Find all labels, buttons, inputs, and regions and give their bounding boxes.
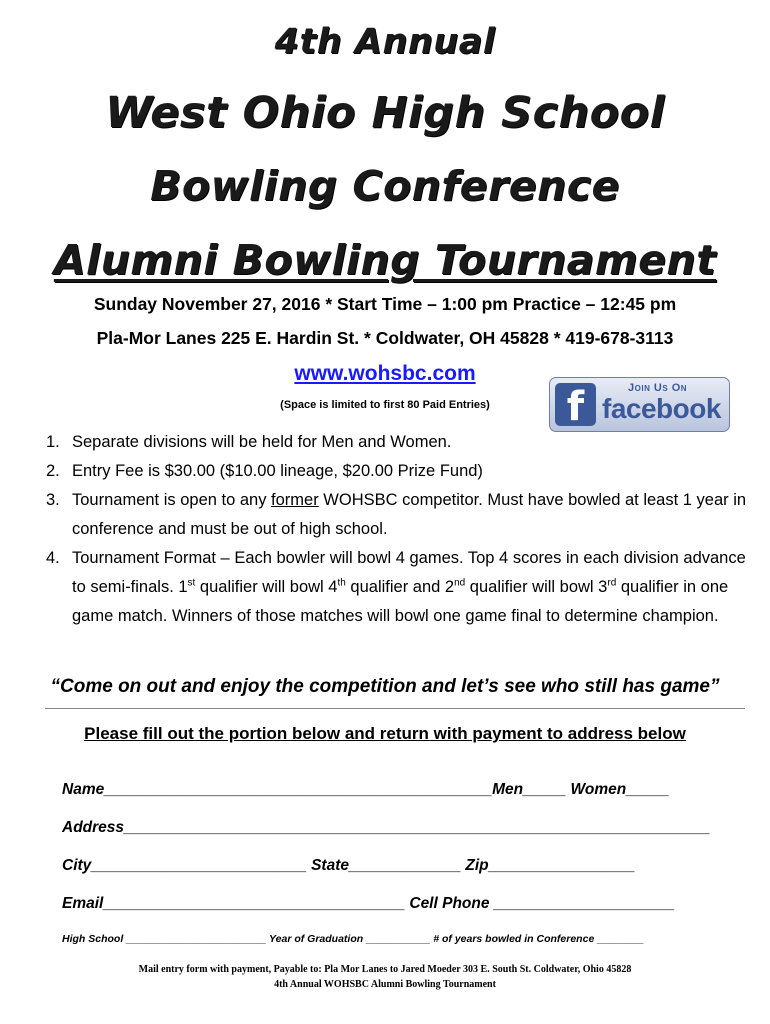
facebook-wordmark: facebook xyxy=(602,393,721,424)
rule-text: Tournament is open to any xyxy=(72,491,272,509)
title-line-1: 4th Annual xyxy=(274,22,496,62)
list-item xyxy=(46,428,751,457)
email-phone-field[interactable]: Email___________________________________ Cell Phone _____________________ xyxy=(62,895,675,912)
list-item xyxy=(46,486,751,544)
tagline-quote: “Come on out and enjoy the competition and let’s see who still has game” xyxy=(50,676,720,697)
rules-list xyxy=(46,428,751,631)
facebook-join-text: Join Us On xyxy=(628,382,688,394)
space-limit-note: (Space is limited to first 80 Paid Entries) xyxy=(280,399,490,411)
rule-number: 4. xyxy=(46,549,60,567)
divider xyxy=(45,708,745,709)
school-info-field[interactable]: High School ________________________ Year of Graduation ___________ # of years bowled in Conference ________ xyxy=(62,933,644,945)
facebook-badge[interactable] xyxy=(549,377,730,432)
form-instructions: Please fill out the portion below and return with payment to address below xyxy=(84,724,686,743)
list-item xyxy=(46,457,751,486)
title-line-4 xyxy=(0,236,770,284)
ordinal-suffix: th xyxy=(337,577,346,589)
address-field[interactable]: Address____________________________________________________________________ xyxy=(62,819,711,836)
name-gender-field[interactable]: Name_____________________________________________Men_____ Women_____ xyxy=(62,781,670,798)
mailing-instructions: Mail entry form with payment, Payable to: Pla Mor Lanes to Jared Moeder 303 E. South St. Coldwater, Ohio 45828 xyxy=(138,964,632,975)
rule-text: qualifier will bowl 4 xyxy=(195,578,338,596)
rule-text: qualifier will bowl 3 xyxy=(465,578,608,596)
rule-number: 1. xyxy=(46,433,60,451)
facebook-icon: f xyxy=(555,383,596,426)
website-link[interactable]: www.wohsbc.com xyxy=(294,362,476,385)
rule-text: qualifier in one game match. Winners of those matches will bowl one game final to determine champion. xyxy=(72,578,729,625)
event-location: Pla-Mor Lanes 225 E. Hardin St. * Coldwater, OH 45828 * 419-678-3113 xyxy=(96,328,674,348)
rule-number: 3. xyxy=(46,491,60,509)
title-line-2: West Ohio High School xyxy=(105,88,665,138)
list-item xyxy=(46,544,751,631)
tournament-title: Alumni Bowling Tournament xyxy=(53,236,717,284)
ordinal-suffix: nd xyxy=(454,577,466,589)
ordinal-suffix: st xyxy=(187,577,196,589)
title-line-3: Bowling Conference xyxy=(150,162,620,210)
rule-text: Entry Fee is $30.00 ($10.00 lineage, $20.00 Prize Fund) xyxy=(72,462,483,480)
rule-text: WOHSBC competitor. Must have bowled at least 1 year in conference and must be out of high school. xyxy=(72,491,747,538)
rule-text: Separate divisions will be held for Men and Women. xyxy=(72,433,452,451)
rule-text: Tournament Format – Each bowler will bowl 4 games. Top 4 scores in each division advance to semi-finals. 1 xyxy=(72,549,746,596)
ordinal-suffix: rd xyxy=(607,577,617,589)
event-date-time: Sunday November 27, 2016 * Start Time – 1:00 pm Practice – 12:45 pm xyxy=(93,294,677,314)
footer-title: 4th Annual WOHSBC Alumni Bowling Tournament xyxy=(274,979,496,990)
rule-number: 2. xyxy=(46,462,60,480)
rule-emphasis: former xyxy=(271,491,319,509)
city-state-zip-field[interactable]: City_________________________ State_____________ Zip_________________ xyxy=(62,857,636,874)
rule-text: qualifier and 2 xyxy=(345,578,455,596)
